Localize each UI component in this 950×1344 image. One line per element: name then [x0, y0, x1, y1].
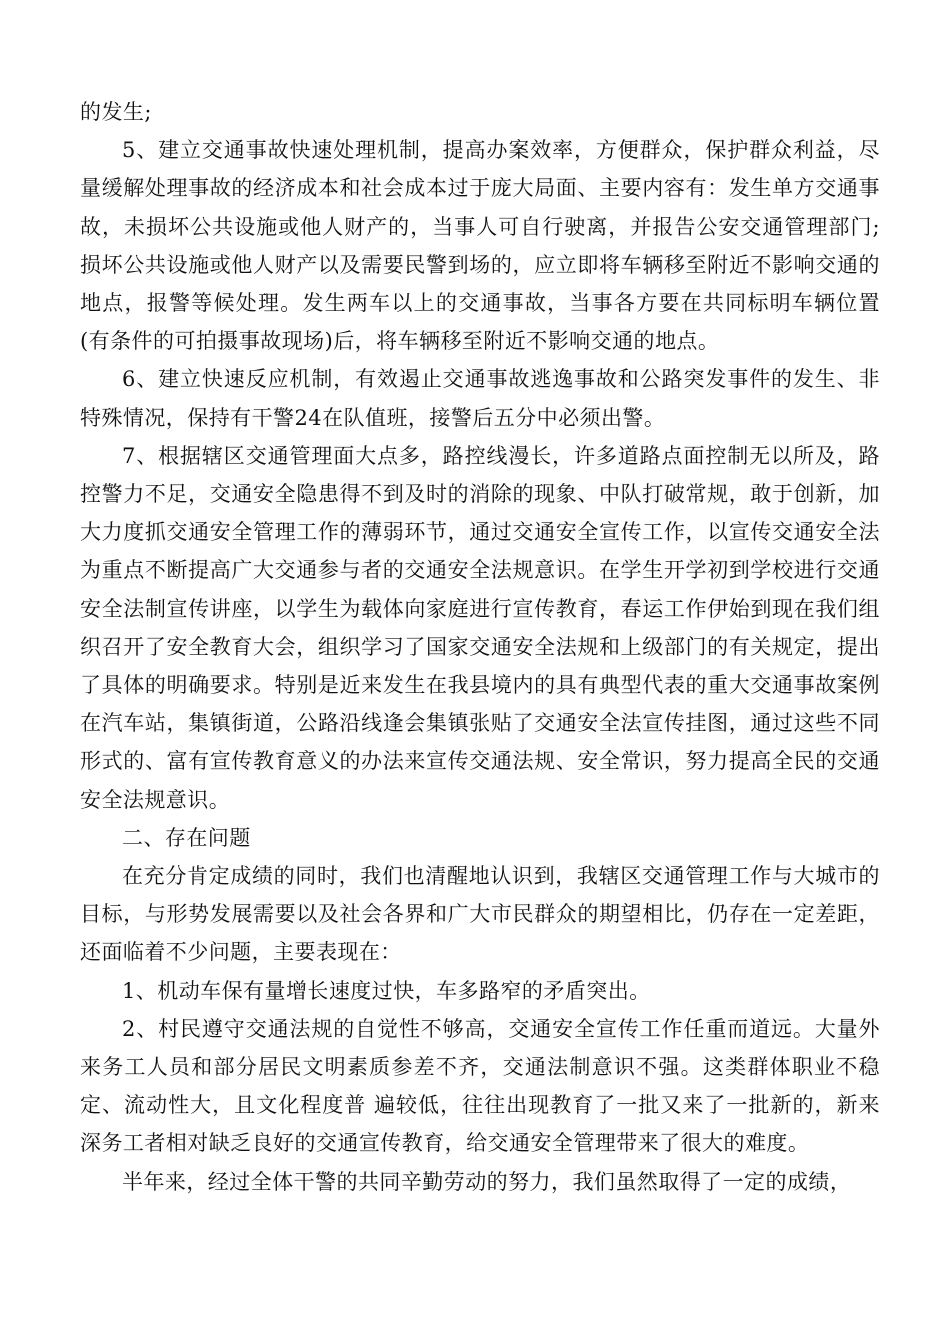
paragraph-problems-intro: 在充分肯定成绩的同时，我们也清醒地认识到，我辖区交通管理工作与大城市的目标，与形势发展需要以及社会各界和广大市民群众的期望相比，仍存在一定差距，还面临着不少问题，主要表现在： [80, 864, 880, 965]
paragraph-problem-2: 2、村民遵守交通法规的自觉性不够高，交通安全宣传工作任重而道远。大量外来务工人员和部分居民文明素质参差不齐，交通法制意识不强。这类群体职业不稳定、流动性大，且文化程度普 遍较低，往往出现教育了一批又来了一批新的，新来深务工者相对缺乏良好的交通宣传教育，给交通安全管理带来了很大的难度。 [80, 1016, 880, 1156]
document-body [80, 93, 880, 1201]
paragraph-item-6: 6、建立快速反应机制，有效遏止交通事故逃逸事故和公路突发事件的发生、非特殊情况，保持有干警24在队值班，接警后五分中必须出警。 [80, 367, 880, 430]
paragraph-continuation: 的发生; [80, 100, 152, 124]
paragraph-closing: 半年来，经过全体干警的共同辛勤劳动的努力，我们虽然取得了一定的成绩， [122, 1169, 852, 1194]
paragraph-item-7: 7、根据辖区交通管理面大点多，路控线漫长，许多道路点面控制无以所及，路控警力不足，交通安全隐患得不到及时的消除的现象、中队打破常规，敢于创新，加大力度抓交通安全管理工作的薄弱环节，通过交通安全宣传工作，以宣传交通安全法为重点不断提高广大交通参与者的交通安全法规意识。在学生开学初到学校进行交通安全法制宣传讲座，以学生为载体向家庭进行宣传教育，春运工作伊始到现在我们组织召开了安全教育大会，组织学习了国家交通安全法规和上级部门的有关规定，提出了具体的明确要求。特别是近来发生在我县境内的具有典型代表的重大交通事故案例在汽车站，集镇街道，公路沿线逢会集镇张贴了交通安全法宣传挂图，通过这些不同形式的、富有宣传教育意义的办法来宣传交通法规、安全常识，努力提高全民的交通安全法规意识。 [80, 443, 880, 812]
paragraph-item-5: 5、建立交通事故快速处理机制，提高办案效率，方便群众，保护群众利益，尽量缓解处理事故的经济成本和社会成本过于庞大局面、主要内容有：发生单方交通事故，未损坏公共设施或他人财产的，当事人可自行驶离，并报告公安交通管理部门;损坏公共设施或他人财产以及需要民警到场的，应立即将车辆移至附近不影响交通的地点，报警等候处理。发生两车以上的交通事故，当事各方要在共同标明车辆位置(有条件的可拍摄事故现场)后，将车辆移至附近不影响交通的地点。 [80, 138, 880, 354]
paragraph-problem-1: 1、机动车保有量增长速度过快，车多路窄的矛盾突出。 [122, 978, 651, 1003]
section-heading-problems: 二、存在问题 [122, 825, 251, 850]
